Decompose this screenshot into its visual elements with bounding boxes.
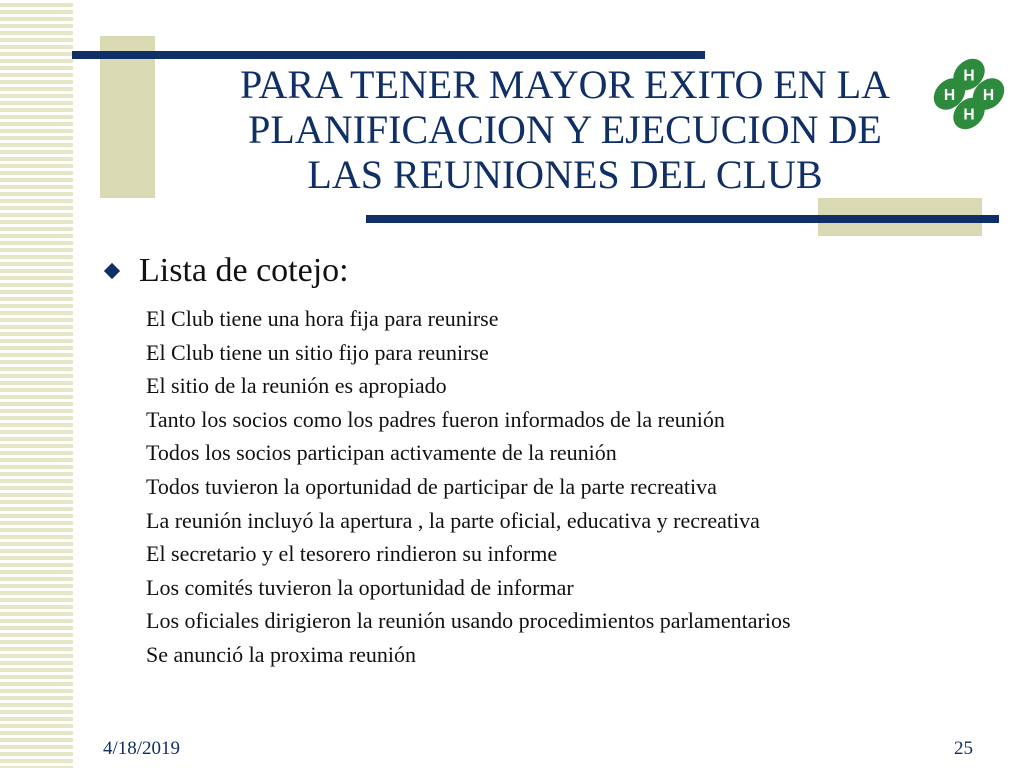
four-h-clover-logo-icon xyxy=(930,55,1008,133)
checklist-item: El Club tiene un sitio fijo para reunirse xyxy=(146,339,489,365)
checklist-item: Los comités tuvieron la oportunidad de informar xyxy=(146,574,574,600)
footer-date: 4/18/2019 xyxy=(103,738,181,759)
diamond-bullet-icon xyxy=(103,262,121,280)
logo-letter: H xyxy=(963,67,975,85)
decorative-bar-top xyxy=(72,51,705,59)
title-line: PLANIFICACION Y EJECUCION DE xyxy=(248,107,882,152)
checklist-item: El Club tiene una hora fija para reunirse xyxy=(146,306,499,331)
title-line: LAS REUNIONES DEL CLUB xyxy=(307,152,823,197)
checklist-item: Todos tuvieron la oportunidad de participar de la parte recreativa xyxy=(146,473,717,499)
footer-page-number: 25 xyxy=(954,738,973,759)
logo-letter: H xyxy=(943,86,956,104)
checklist-heading-label: Lista de cotejo: xyxy=(139,252,349,289)
checklist-item: La reunión incluyó la apertura , la parte oficial, educativa y recreativa xyxy=(146,507,760,533)
left-stripe-decoration xyxy=(0,0,73,768)
checklist-item: Tanto los socios como los padres fueron informados de la reunión xyxy=(146,406,725,432)
checklist-heading xyxy=(103,252,349,290)
checklist-item: Los oficiales dirigieron la reunión usando procedimientos parlamentarios xyxy=(146,608,791,634)
checklist xyxy=(146,302,791,672)
logo-letter: H xyxy=(982,86,995,104)
logo-letter: H xyxy=(963,106,975,124)
checklist-item: El secretario y el tesorero rindieron su informe xyxy=(146,541,558,567)
title-line: PARA TENER MAYOR EXITO EN LA xyxy=(239,62,891,107)
checklist-item: El sitio de la reunión es apropiado xyxy=(146,373,447,399)
decorative-bar-bottom xyxy=(366,215,999,223)
checklist-item: Todos los socios participan activamente de la reunión xyxy=(146,440,617,466)
decorative-square-left xyxy=(100,36,155,198)
slide-title xyxy=(170,62,960,197)
checklist-item: Se anunció la proxima reunión xyxy=(146,641,417,667)
